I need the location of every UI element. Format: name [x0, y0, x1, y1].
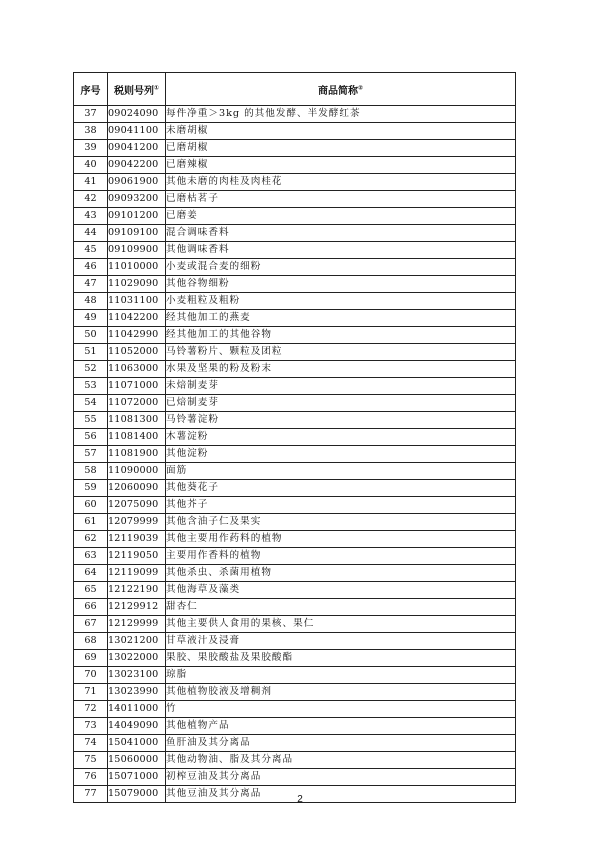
cell-tariff-code: 09024090 — [108, 106, 166, 123]
table-row — [74, 344, 516, 361]
tariff-table — [73, 72, 516, 803]
table-row — [74, 514, 516, 531]
cell-tariff-code: 12075090 — [108, 497, 166, 514]
cell-seq: 46 — [74, 259, 108, 276]
table-row — [74, 429, 516, 446]
table-row — [74, 395, 516, 412]
cell-seq: 51 — [74, 344, 108, 361]
cell-seq: 64 — [74, 565, 108, 582]
table-row — [74, 752, 516, 769]
cell-product-name: 已磨胡椒 — [166, 140, 516, 157]
table-row — [74, 446, 516, 463]
cell-product-name: 马铃薯淀粉 — [166, 412, 516, 429]
cell-tariff-code: 09041100 — [108, 123, 166, 140]
table-row — [74, 701, 516, 718]
cell-tariff-code: 12079999 — [108, 514, 166, 531]
cell-seq: 39 — [74, 140, 108, 157]
cell-tariff-code: 12129912 — [108, 599, 166, 616]
header-code: 税则号列① — [108, 73, 166, 106]
table-header-row — [74, 73, 516, 106]
cell-product-name: 小麦或混合麦的细粉 — [166, 259, 516, 276]
table-row — [74, 191, 516, 208]
table-row — [74, 548, 516, 565]
cell-tariff-code: 09041200 — [108, 140, 166, 157]
cell-product-name: 琼脂 — [166, 667, 516, 684]
cell-tariff-code: 13021200 — [108, 633, 166, 650]
cell-tariff-code: 09109100 — [108, 225, 166, 242]
table-row — [74, 616, 516, 633]
cell-tariff-code: 12119050 — [108, 548, 166, 565]
cell-product-name: 其他葵花子 — [166, 480, 516, 497]
cell-tariff-code: 14049090 — [108, 718, 166, 735]
cell-product-name: 鱼肝油及其分离品 — [166, 735, 516, 752]
cell-product-name: 已焙制麦芽 — [166, 395, 516, 412]
table-row — [74, 531, 516, 548]
cell-tariff-code: 11071000 — [108, 378, 166, 395]
cell-product-name: 马铃薯粉片、颗粒及团粒 — [166, 344, 516, 361]
cell-tariff-code: 12119039 — [108, 531, 166, 548]
table-row — [74, 667, 516, 684]
cell-seq: 75 — [74, 752, 108, 769]
cell-seq: 47 — [74, 276, 108, 293]
table-row — [74, 633, 516, 650]
cell-product-name: 其他海草及藻类 — [166, 582, 516, 599]
table-row — [74, 463, 516, 480]
cell-seq: 74 — [74, 735, 108, 752]
cell-tariff-code: 11010000 — [108, 259, 166, 276]
cell-tariff-code: 15060000 — [108, 752, 166, 769]
table-row — [74, 684, 516, 701]
cell-tariff-code: 11052000 — [108, 344, 166, 361]
header-seq: 序号 — [74, 73, 108, 106]
cell-product-name: 其他芥子 — [166, 497, 516, 514]
cell-product-name: 其他植物胶液及增稠剂 — [166, 684, 516, 701]
header-name: 商品简称② — [166, 73, 516, 106]
table-row — [74, 718, 516, 735]
cell-seq: 66 — [74, 599, 108, 616]
cell-seq: 42 — [74, 191, 108, 208]
cell-seq: 54 — [74, 395, 108, 412]
table-row — [74, 378, 516, 395]
cell-product-name: 未焙制麦芽 — [166, 378, 516, 395]
header-name-footnote-mark: ② — [357, 84, 364, 92]
cell-product-name: 已磨姜 — [166, 208, 516, 225]
cell-tariff-code: 09109900 — [108, 242, 166, 259]
table-row — [74, 361, 516, 378]
cell-product-name: 其他调味香料 — [166, 242, 516, 259]
cell-product-name: 其他主要用作药料的植物 — [166, 531, 516, 548]
table-row — [74, 123, 516, 140]
table-row — [74, 259, 516, 276]
cell-tariff-code: 12122190 — [108, 582, 166, 599]
cell-product-name: 果胶、果胶酸盐及果胶酸酯 — [166, 650, 516, 667]
cell-product-name: 初榨豆油及其分离品 — [166, 769, 516, 786]
table-row — [74, 242, 516, 259]
table-row — [74, 106, 516, 123]
cell-tariff-code: 11042990 — [108, 327, 166, 344]
cell-product-name: 混合调味香料 — [166, 225, 516, 242]
cell-seq: 70 — [74, 667, 108, 684]
cell-seq: 37 — [74, 106, 108, 123]
table-row — [74, 412, 516, 429]
cell-tariff-code: 09042200 — [108, 157, 166, 174]
cell-tariff-code: 09093200 — [108, 191, 166, 208]
cell-seq: 40 — [74, 157, 108, 174]
cell-tariff-code: 14011000 — [108, 701, 166, 718]
cell-product-name: 小麦粗粒及粗粉 — [166, 293, 516, 310]
cell-seq: 65 — [74, 582, 108, 599]
cell-seq: 57 — [74, 446, 108, 463]
cell-product-name: 其他主要供人食用的果核、果仁 — [166, 616, 516, 633]
cell-seq: 69 — [74, 650, 108, 667]
cell-tariff-code: 11081300 — [108, 412, 166, 429]
cell-seq: 62 — [74, 531, 108, 548]
cell-product-name: 每件净重＞3kg 的其他发酵、半发酵红茶 — [166, 106, 516, 123]
cell-product-name: 其他谷物细粉 — [166, 276, 516, 293]
cell-tariff-code: 15071000 — [108, 769, 166, 786]
cell-tariff-code: 13023100 — [108, 667, 166, 684]
table-row — [74, 735, 516, 752]
cell-product-name: 其他淀粉 — [166, 446, 516, 463]
page-number: 2 — [297, 794, 303, 805]
cell-tariff-code: 11031100 — [108, 293, 166, 310]
cell-tariff-code: 15041000 — [108, 735, 166, 752]
cell-tariff-code: 13022000 — [108, 650, 166, 667]
cell-seq: 38 — [74, 123, 108, 140]
cell-seq: 41 — [74, 174, 108, 191]
cell-tariff-code: 11029090 — [108, 276, 166, 293]
cell-tariff-code: 12119099 — [108, 565, 166, 582]
cell-seq: 58 — [74, 463, 108, 480]
header-code-footnote-mark: ① — [153, 84, 160, 92]
cell-tariff-code: 12129999 — [108, 616, 166, 633]
cell-product-name: 木薯淀粉 — [166, 429, 516, 446]
cell-product-name: 竹 — [166, 701, 516, 718]
cell-seq: 52 — [74, 361, 108, 378]
cell-seq: 43 — [74, 208, 108, 225]
cell-product-name: 其他含油子仁及果实 — [166, 514, 516, 531]
cell-tariff-code: 09061900 — [108, 174, 166, 191]
cell-product-name: 已磨枯茗子 — [166, 191, 516, 208]
cell-seq: 56 — [74, 429, 108, 446]
cell-seq: 50 — [74, 327, 108, 344]
cell-product-name: 经其他加工的其他谷物 — [166, 327, 516, 344]
cell-product-name: 水果及坚果的粉及粉末 — [166, 361, 516, 378]
cell-seq: 60 — [74, 497, 108, 514]
cell-seq: 63 — [74, 548, 108, 565]
cell-seq: 49 — [74, 310, 108, 327]
table-row — [74, 293, 516, 310]
cell-product-name: 已磨辣椒 — [166, 157, 516, 174]
table-row — [74, 225, 516, 242]
table-row — [74, 310, 516, 327]
cell-seq: 73 — [74, 718, 108, 735]
cell-tariff-code: 11090000 — [108, 463, 166, 480]
cell-product-name: 经其他加工的燕麦 — [166, 310, 516, 327]
cell-tariff-code: 13023990 — [108, 684, 166, 701]
table-row — [74, 565, 516, 582]
cell-tariff-code: 11063000 — [108, 361, 166, 378]
cell-product-name: 其他杀虫、杀菌用植物 — [166, 565, 516, 582]
table-row — [74, 327, 516, 344]
cell-tariff-code: 11072000 — [108, 395, 166, 412]
table-row — [74, 174, 516, 191]
cell-seq: 68 — [74, 633, 108, 650]
cell-seq: 59 — [74, 480, 108, 497]
cell-product-name: 未磨胡椒 — [166, 123, 516, 140]
cell-product-name: 主要用作香料的植物 — [166, 548, 516, 565]
table-row — [74, 599, 516, 616]
cell-product-name: 甘草液汁及浸膏 — [166, 633, 516, 650]
table-row — [74, 157, 516, 174]
cell-product-name: 甜杏仁 — [166, 599, 516, 616]
cell-seq: 55 — [74, 412, 108, 429]
cell-seq: 77 — [74, 786, 108, 803]
cell-tariff-code: 09101200 — [108, 208, 166, 225]
cell-seq: 53 — [74, 378, 108, 395]
cell-tariff-code: 11081900 — [108, 446, 166, 463]
table-row — [74, 497, 516, 514]
table-row — [74, 769, 516, 786]
cell-tariff-code: 11042200 — [108, 310, 166, 327]
cell-seq: 76 — [74, 769, 108, 786]
cell-seq: 72 — [74, 701, 108, 718]
table-row — [74, 276, 516, 293]
cell-product-name: 面筋 — [166, 463, 516, 480]
table-row — [74, 650, 516, 667]
cell-product-name: 其他动物油、脂及其分离品 — [166, 752, 516, 769]
cell-tariff-code: 11081400 — [108, 429, 166, 446]
cell-product-name: 其他植物产品 — [166, 718, 516, 735]
cell-seq: 45 — [74, 242, 108, 259]
cell-seq: 44 — [74, 225, 108, 242]
cell-seq: 48 — [74, 293, 108, 310]
cell-product-name: 其他未磨的肉桂及肉桂花 — [166, 174, 516, 191]
table-row — [74, 582, 516, 599]
cell-product-name: 其他豆油及其分离品 — [166, 786, 516, 803]
cell-seq: 61 — [74, 514, 108, 531]
cell-seq: 67 — [74, 616, 108, 633]
table-row — [74, 208, 516, 225]
cell-tariff-code: 12060090 — [108, 480, 166, 497]
cell-seq: 71 — [74, 684, 108, 701]
cell-tariff-code: 15079000 — [108, 786, 166, 803]
table-row — [74, 140, 516, 157]
table-body — [74, 106, 516, 803]
table-row — [74, 480, 516, 497]
